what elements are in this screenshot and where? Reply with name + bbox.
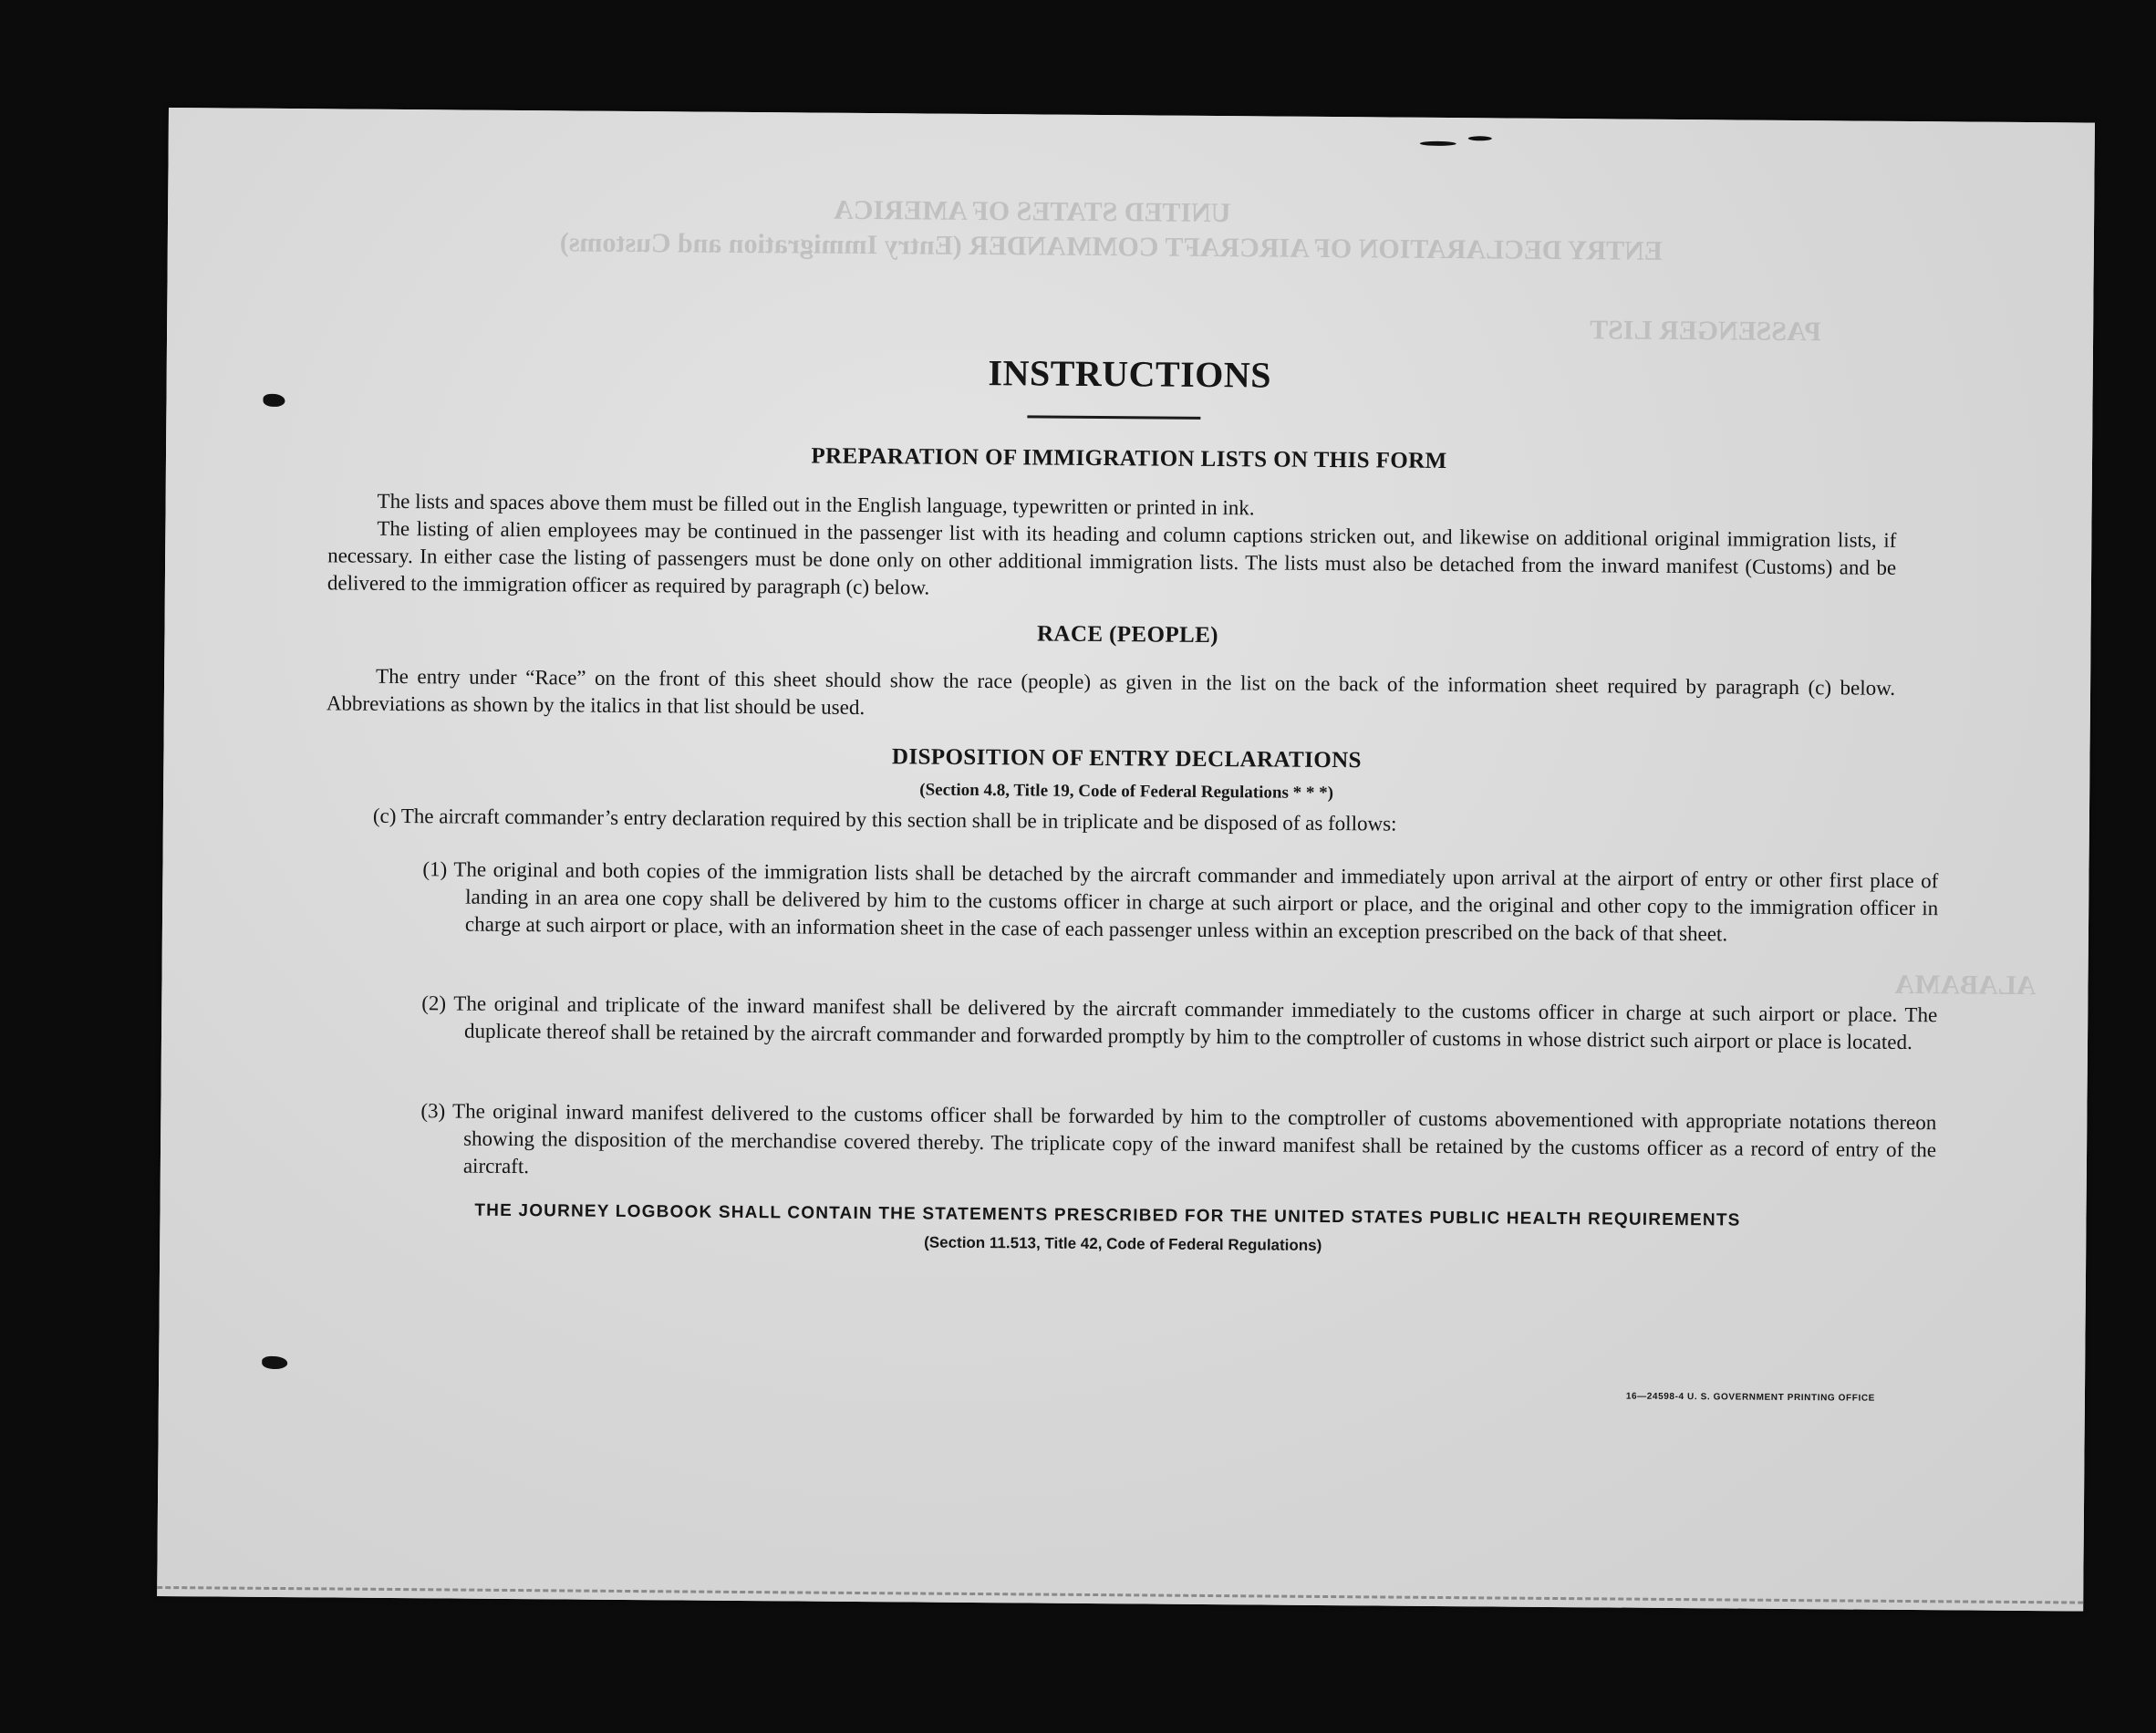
paragraph: The entry under “Race” on the front of this sheet should show the race (people) as given in the list on the back of the information sheet required by paragraph (c) below. Abbreviations as shown by the italics in that list should be used. (326, 664, 1896, 720)
bleed-through-text: PASSENGER LIST (1590, 315, 1821, 348)
section-heading: PREPARATION OF IMMIGRATION LISTS ON THIS FORM (811, 443, 1447, 474)
instructions-body (157, 108, 2095, 1612)
section-heading: RACE (PEOPLE) (1036, 621, 1219, 649)
bleed-through-text: UNITED STATES OF AMERICA (834, 194, 1231, 229)
document-sheet (157, 108, 2095, 1612)
paragraph: The listing of alien employees may be continued in the passenger list with its heading and column captions stricken out, and likewise on additional original immigration lists, if necessary. In either case the listing of passengers must be done only on other additional immigration lists. The lists must also be detached from the inward manifest (Customs) and be delivered to the immigration officer as required by paragraph (c) below. (327, 516, 1897, 599)
list-item: (1) The original and both copies of the immigration lists shall be detached by the aircraft commander and immediately upon arrival at the airport of entry or other first place of landing in an area one copy shall be delivered by him to the customs officer in charge at such airport or place, and the original and other copy to the immigration officer in charge at such airport or place, with an information sheet in the case of each passenger unless within an exception prescribed on the back of that sheet. (422, 857, 1939, 946)
title-underline (1027, 415, 1200, 419)
footer-citation: (Section 11.513, Title 42, Code of Federal Regulations) (924, 1233, 1322, 1254)
bleed-through-text: ENTRY DECLARATION OF AIRCRAFT COMMANDER (Entry Immigration and Customs) (559, 227, 1663, 266)
section-citation: (Section 4.8, Title 19, Code of Federal Regulations * * *) (919, 780, 1334, 804)
page-title: INSTRUCTIONS (988, 352, 1272, 396)
list-item: (3) The original inward manifest delivered to the customs officer shall be forwarded by him to the comptroller of customs abovementioned with appropriate notations thereon showing the disposition of the merchandise covered thereby. The triplicate copy of the inward manifest shall be retained by the customs officer as a record of entry of the aircraft. (420, 1099, 1937, 1178)
list-item: (2) The original and triplicate of the inward manifest shall be delivered by the aircraft commander immediately to the customs officer in charge at such airport or place. The duplicate thereof shall be retained by the aircraft commander and forwarded promptly by him to the comptroller of customs in whose district such airport or place is located. (421, 991, 1938, 1054)
paragraph: The lists and spaces above them must be filled out in the English language, typewritten or printed in ink. (377, 489, 1255, 520)
clause-c: (c) The aircraft commander’s entry declaration required by this section shall be in triplicate and be disposed of as follows: (372, 804, 1397, 835)
section-heading: DISPOSITION OF ENTRY DECLARATIONS (891, 744, 1363, 773)
printer-imprint: 16—24598-4 U. S. GOVERNMENT PRINTING OFFICE (1625, 1391, 1875, 1404)
bleed-through-text: ALABAMA (1894, 969, 2037, 1001)
footer-statement: THE JOURNEY LOGBOOK SHALL CONTAIN THE STATEMENTS PRESCRIBED FOR THE UNITED STATES PUBLIC HEALTH REQUIREMENTS (474, 1200, 1741, 1230)
